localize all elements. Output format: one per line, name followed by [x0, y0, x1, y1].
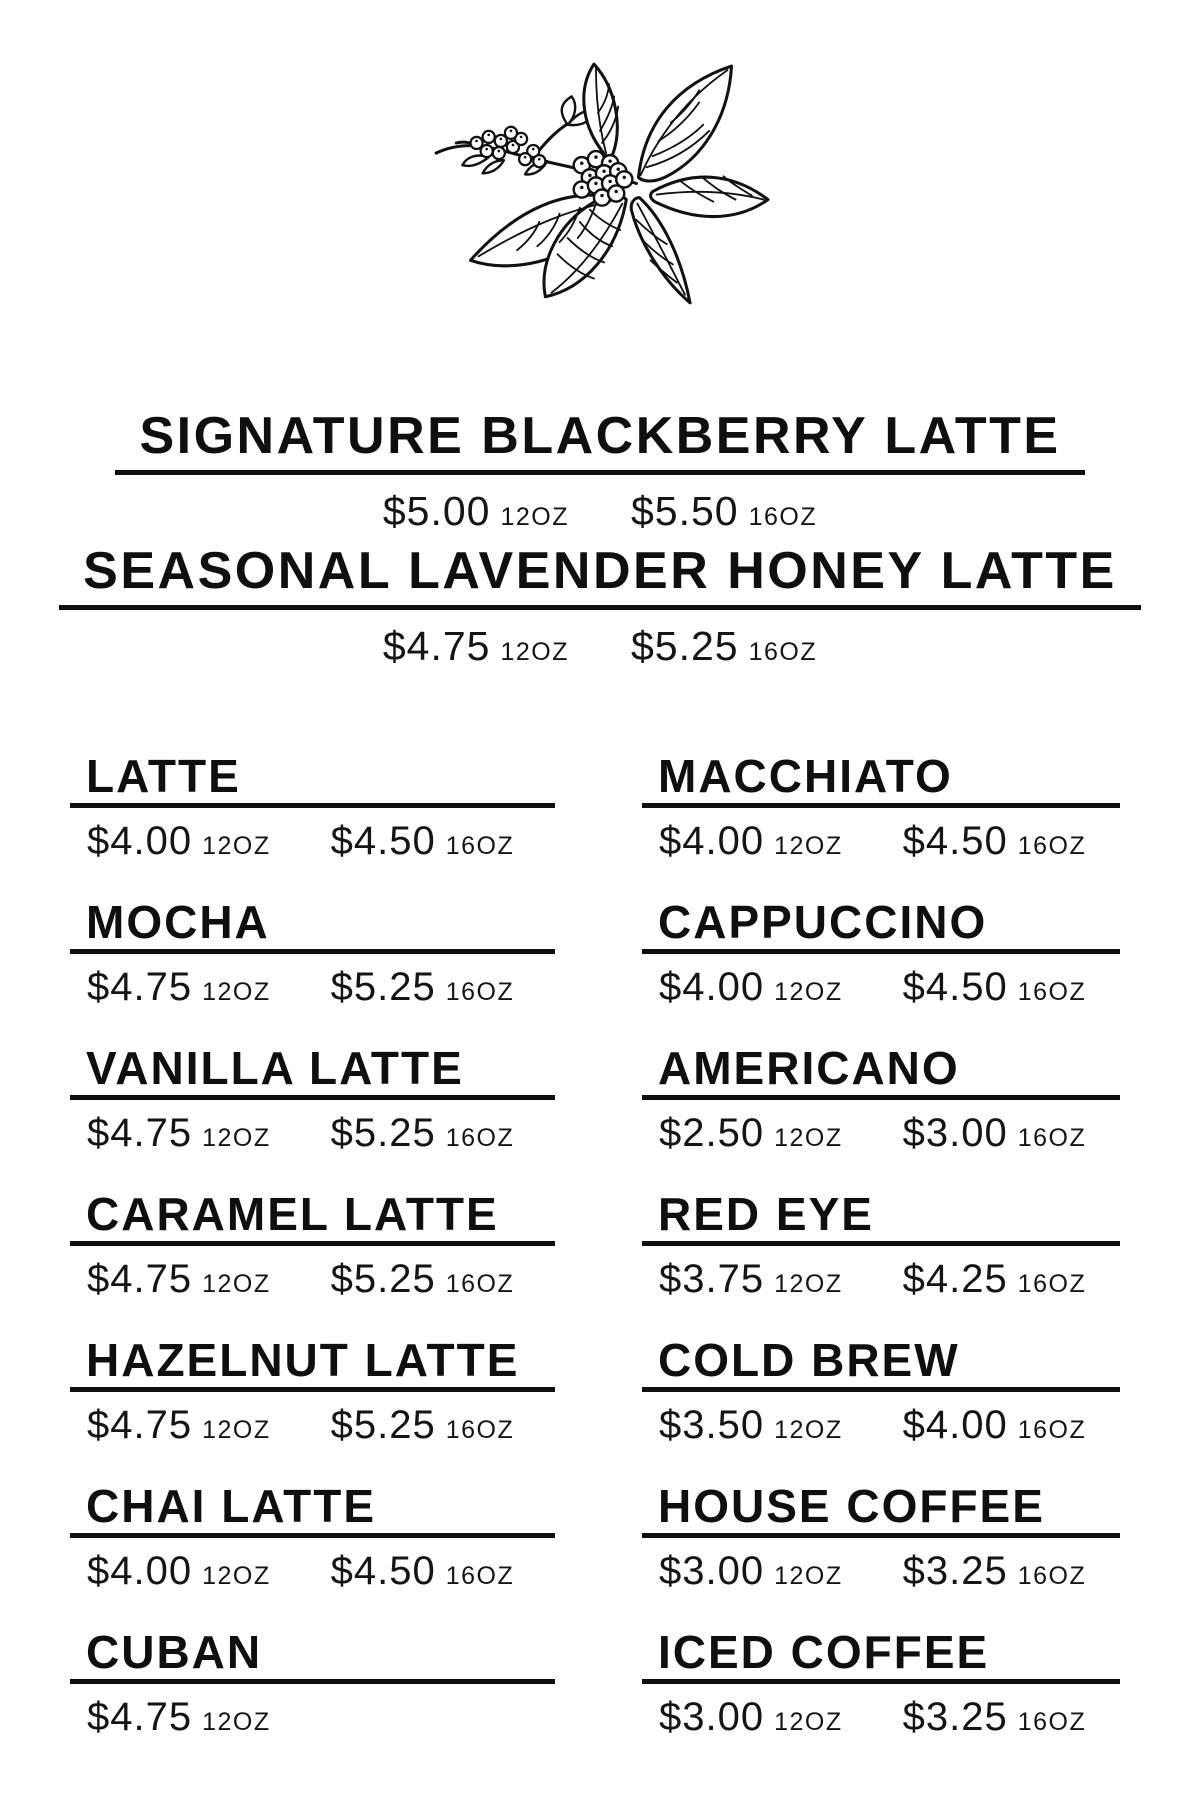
- price-group: [659, 817, 843, 865]
- price-size-label: 12OZ: [202, 978, 271, 1006]
- price-amount: $5.25: [631, 623, 739, 669]
- menu-item-prices: [659, 1109, 1120, 1157]
- menu-item-prices: [87, 1255, 555, 1303]
- menu-item-name: CHAI LATTE: [70, 1482, 555, 1538]
- menu-item-prices: [87, 1401, 555, 1449]
- menu-item-name: RED EYE: [642, 1190, 1120, 1246]
- price-size-label: 12OZ: [202, 1270, 271, 1298]
- price-group: [903, 963, 1087, 1011]
- price-group: [87, 1547, 271, 1595]
- menu-item: [70, 1482, 555, 1595]
- price-size-label: 16OZ: [1017, 832, 1087, 860]
- price-group: [903, 1547, 1087, 1595]
- price-group: [331, 1547, 515, 1595]
- price-amount: $4.25: [902, 1257, 1008, 1301]
- price-size-label: 12OZ: [202, 1416, 271, 1444]
- menu-item-name: AMERICANO: [642, 1044, 1120, 1100]
- menu-item: [642, 1190, 1120, 1303]
- menu-item-prices: [659, 1693, 1120, 1741]
- price-group: [903, 1401, 1087, 1449]
- price-amount: $3.25: [902, 1695, 1008, 1739]
- price-size-label: 12OZ: [774, 1124, 843, 1152]
- menu-item-prices: [87, 963, 555, 1011]
- price-group: [903, 1109, 1087, 1157]
- price-size-label: 12OZ: [774, 1270, 843, 1298]
- menu-item-name: ICED COFFEE: [642, 1628, 1120, 1684]
- price-group: [87, 1401, 271, 1449]
- menu-column-left: [70, 752, 555, 1774]
- price-group: [383, 487, 569, 535]
- menu-item: [70, 1190, 555, 1303]
- menu-item: [642, 898, 1120, 1011]
- menu-item-prices: [659, 1255, 1120, 1303]
- price-size-label: 16OZ: [748, 638, 818, 666]
- price-amount: $4.50: [902, 819, 1008, 863]
- price-amount: $3.00: [659, 1549, 765, 1593]
- menu-column-right: [642, 752, 1120, 1774]
- price-amount: $3.50: [659, 1403, 765, 1447]
- price-amount: $3.25: [902, 1549, 1008, 1593]
- menu-item-prices: [659, 1401, 1120, 1449]
- price-group: [903, 1255, 1087, 1303]
- menu-item: [70, 1336, 555, 1449]
- price-group: [659, 1547, 843, 1595]
- menu-item: [0, 408, 1200, 535]
- menu-item: [70, 1628, 555, 1741]
- price-amount: $4.75: [87, 1111, 193, 1155]
- menu-item-name: SEASONAL LAVENDER HONEY LATTE: [59, 543, 1141, 610]
- price-amount: $3.75: [659, 1257, 765, 1301]
- menu-item-name: LATTE: [70, 752, 555, 808]
- price-size-label: 16OZ: [445, 832, 515, 860]
- price-amount: $4.00: [902, 1403, 1008, 1447]
- price-size-label: 16OZ: [445, 978, 515, 1006]
- price-size-label: 16OZ: [748, 503, 818, 531]
- menu-item-name: HOUSE COFFEE: [642, 1482, 1120, 1538]
- menu-item-prices: [0, 622, 1200, 670]
- menu-item-prices: [87, 1109, 555, 1157]
- menu-item: [70, 1044, 555, 1157]
- menu-item-name: COLD BREW: [642, 1336, 1120, 1392]
- price-size-label: 12OZ: [774, 978, 843, 1006]
- price-group: [87, 1255, 271, 1303]
- price-group: [87, 963, 271, 1011]
- price-group: [87, 817, 271, 865]
- menu-item-name: VANILLA LATTE: [70, 1044, 555, 1100]
- menu-item: [642, 1336, 1120, 1449]
- menu-item-name: MOCHA: [70, 898, 555, 954]
- price-amount: $4.50: [902, 965, 1008, 1009]
- price-group: [659, 963, 843, 1011]
- price-size-label: 12OZ: [774, 832, 843, 860]
- price-amount: $5.25: [330, 1111, 436, 1155]
- price-size-label: 16OZ: [445, 1124, 515, 1152]
- menu-item-name: MACCHIATO: [642, 752, 1120, 808]
- price-size-label: 12OZ: [774, 1562, 843, 1590]
- menu-item-prices: [659, 963, 1120, 1011]
- menu-item-prices: [87, 817, 555, 865]
- price-group: [331, 817, 515, 865]
- price-size-label: 16OZ: [445, 1270, 515, 1298]
- price-group: [659, 1693, 843, 1741]
- price-size-label: 12OZ: [202, 1124, 271, 1152]
- price-group: [331, 1401, 515, 1449]
- price-size-label: 12OZ: [500, 638, 569, 666]
- price-size-label: 12OZ: [202, 1562, 271, 1590]
- menu-item-prices: [659, 1547, 1120, 1595]
- price-group: [659, 1109, 843, 1157]
- price-size-label: 16OZ: [1017, 1416, 1087, 1444]
- price-group: [903, 1693, 1087, 1741]
- price-group: [331, 1109, 515, 1157]
- price-amount: $4.00: [87, 819, 193, 863]
- price-size-label: 12OZ: [202, 832, 271, 860]
- price-amount: $4.75: [382, 623, 491, 669]
- price-group: [631, 487, 817, 535]
- menu-item: [642, 752, 1120, 865]
- price-size-label: 16OZ: [1017, 1270, 1087, 1298]
- menu-item: [70, 898, 555, 1011]
- price-amount: $4.75: [87, 965, 193, 1009]
- featured-section: [0, 408, 1200, 670]
- price-amount: $4.00: [659, 965, 765, 1009]
- price-size-label: 16OZ: [445, 1562, 515, 1590]
- price-size-label: 16OZ: [445, 1416, 515, 1444]
- price-amount: $2.50: [659, 1111, 765, 1155]
- price-amount: $5.25: [330, 965, 436, 1009]
- price-group: [331, 963, 515, 1011]
- menu-item-prices: [87, 1547, 555, 1595]
- menu-item-name: CARAMEL LATTE: [70, 1190, 555, 1246]
- menu-item-name: CAPPUCCINO: [642, 898, 1120, 954]
- price-amount: $4.00: [659, 819, 765, 863]
- menu-item: [642, 1044, 1120, 1157]
- price-amount: $3.00: [659, 1695, 765, 1739]
- menu-item: [70, 752, 555, 865]
- price-size-label: 12OZ: [774, 1708, 843, 1736]
- menu-item-prices: [659, 817, 1120, 865]
- price-group: [331, 1255, 515, 1303]
- price-amount: $4.75: [87, 1695, 193, 1739]
- menu-item: [642, 1482, 1120, 1595]
- price-size-label: 12OZ: [774, 1416, 843, 1444]
- price-group: [383, 622, 569, 670]
- price-amount: $3.00: [902, 1111, 1008, 1155]
- price-size-label: 12OZ: [202, 1708, 271, 1736]
- price-group: [631, 622, 817, 670]
- price-amount: $4.50: [330, 1549, 436, 1593]
- menu-item: [0, 543, 1200, 670]
- price-amount: $5.25: [330, 1403, 436, 1447]
- price-amount: $4.75: [87, 1403, 193, 1447]
- menu-item-name: SIGNATURE BLACKBERRY LATTE: [115, 408, 1084, 475]
- price-size-label: 16OZ: [1017, 1708, 1087, 1736]
- coffee-branch-illustration: [428, 60, 772, 318]
- price-amount: $5.50: [631, 488, 739, 534]
- price-group: [659, 1401, 843, 1449]
- price-amount: $4.75: [87, 1257, 193, 1301]
- price-size-label: 16OZ: [1017, 1562, 1087, 1590]
- price-amount: $5.25: [330, 1257, 436, 1301]
- menu-item-prices: [87, 1693, 555, 1741]
- price-group: [87, 1109, 271, 1157]
- price-amount: $4.00: [87, 1549, 193, 1593]
- menu-item-prices: [0, 487, 1200, 535]
- menu-item-name: CUBAN: [70, 1628, 555, 1684]
- menu-item-name: HAZELNUT LATTE: [70, 1336, 555, 1392]
- menu-item: [642, 1628, 1120, 1741]
- price-amount: $5.00: [382, 488, 491, 534]
- price-amount: $4.50: [330, 819, 436, 863]
- price-group: [903, 817, 1087, 865]
- price-group: [659, 1255, 843, 1303]
- price-group: [87, 1693, 271, 1741]
- price-size-label: 16OZ: [1017, 1124, 1087, 1152]
- price-size-label: 16OZ: [1017, 978, 1087, 1006]
- price-size-label: 12OZ: [500, 503, 569, 531]
